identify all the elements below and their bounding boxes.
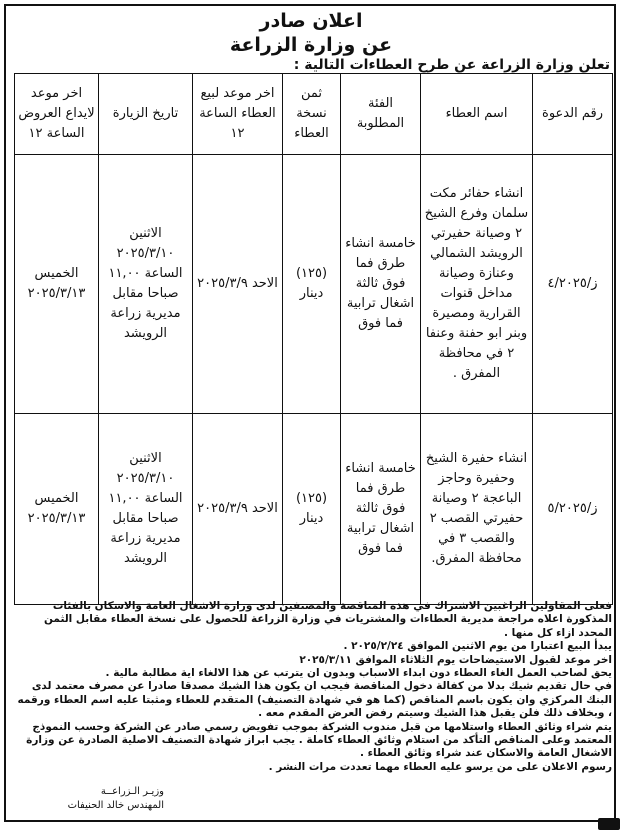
note-paragraph: في حال تقديم شيك بدلا من كفالة دخول المناقصة فيجب ان يكون هذا الشيك مصدقا صادرا عن مصرف معتمد لدى البنك المركزي وان يكون باسم المناقص (كما هو في شهادة التصنيف) المتقدم للعطاء ومثبتا عليه اسم العطاء ورقمه ، وبخلاف ذلك فلن يقبل هذا الشيك وسيتم رفض العرض المقدم معه . [17,680,612,720]
tender-deposit-deadline: الخميس ٢٠٢٥/٣/١٣ [15,155,99,414]
signature-name: المهندس خالد الحنيفات [67,800,164,811]
tender-deposit-deadline: الخميس ٢٠٢٥/٣/١٣ [15,414,99,605]
tender-category: خامسة انشاء طرق فما فوق ثالثة اشغال ترابية فما فوق [341,414,421,605]
col-header-deposit-deadline: اخر موعد لايداع العروض الساعة ١٢ [15,74,99,155]
col-header-category: الفئة المطلوبة [341,74,421,155]
corner-mark [598,818,620,830]
col-header-price: ثمن نسخة العطاء [283,74,341,155]
tender-visit: الاثنين ٢٠٢٥/٣/١٠ الساعة ١١,٠٠ صباحا مقابل مديرية زراعة الرويشد [99,155,193,414]
note-paragraph: اخر موعد لقبول الاستيضاحات يوم الثلاثاء الموافق ٢٠٢٥/٣/١١ [299,653,612,666]
announcement-notes [14,600,612,774]
col-header-sale-deadline: اخر موعد لبيع العطاء الساعة ١٢ [193,74,283,155]
announcement-subtitle: تعلن وزارة الزراعة عن طرح العطاءات التالية : [293,57,610,73]
tender-name: انشاء حفيرة الشيخ وحفيرة وحاجز الباعجة ٢ وصيانة حفيرتي القصب ٢ والقصب ٣ في محافظة المفرق. [421,414,533,605]
signature-block [14,785,164,813]
tender-visit: الاثنين ٢٠٢٥/٣/١٠ الساعة ١١,٠٠ صباحا مقابل مديرية زراعة الرويشد [99,414,193,605]
tender-number: ز/٥/٢٠٢٥ [533,414,613,605]
note-paragraph: فعلى المقاولين الراغبين الاشتراك في هذه المناقصة والمصنفين لدى وزارة الاشغال العامة والاسكان بالفئات المذكورة اعلاه مراجعة مديرية العطاءات والمشتريات في وزارة الزراعة للحصول على نسخة العطاء مقابل الثمن المحدد ازاء كل منها . [43,600,612,639]
tender-price: (١٢٥) دينار [283,155,341,414]
note-paragraph: يحق لصاحب العمل الغاء العطاء دون ابداء الاسباب وبدون ان يترتب عن هذا الالغاء اية مطالبة مالية . [105,667,612,680]
tender-number: ز/٤/٢٠٢٥ [533,155,613,414]
tender-sale-deadline: الاحد ٢٠٢٥/٣/٩ [193,414,283,605]
note-paragraph: رسوم الاعلان على من يرسو عليه العطاء مهما تعددت مرات النشر . [268,760,612,773]
table-row [15,155,613,414]
tender-price: (١٢٥) دينار [283,414,341,605]
tender-category: خامسة انشاء طرق فما فوق ثالثة اشغال ترابية فما فوق [341,155,421,414]
table-row [15,414,613,605]
signature-title: وزيـر الـزراعــة [100,786,164,797]
announcement-title: اعلان صادر [259,10,363,32]
col-header-name: اسم العطاء [421,74,533,155]
ministry-name: عن وزارة الزراعة [229,34,393,56]
table-header-row [15,74,613,155]
col-header-visit: تاريخ الزيارة [99,74,193,155]
col-header-number: رقم الدعوة [533,74,613,155]
note-paragraph: يتم شراء وثائق العطاء واستلامها من قبل مندوب الشركة بموجب تفويض رسمي صادر عن الشركة وحسب النموذج المعتمد وعلى المناقص التأكد من استلام وثائق العطاء كاملة . يجب ابراز شهادة التصنيف الاصلية الصادرة عن وزارة الاشغال العامة والاسكان عند شراء وثائق العطاء . [26,720,612,760]
tenders-table [14,73,613,605]
note-paragraph: يبدأ البيع اعتبارا من يوم الاثنين الموافق ٢٠٢٥/٢/٢٤ . [343,640,612,653]
tender-name: انشاء حفائر مكت سلمان وفرع الشيخ ٢ وصيانة حفيرتي الرويشد الشمالي وعنازة وصيانة مداخل قنوات القرارية ومصيرة وبنر ابو حفنة وعنفا ٢ في محافظة المفرق . [421,155,533,414]
tender-sale-deadline: الاحد ٢٠٢٥/٣/٩ [193,155,283,414]
